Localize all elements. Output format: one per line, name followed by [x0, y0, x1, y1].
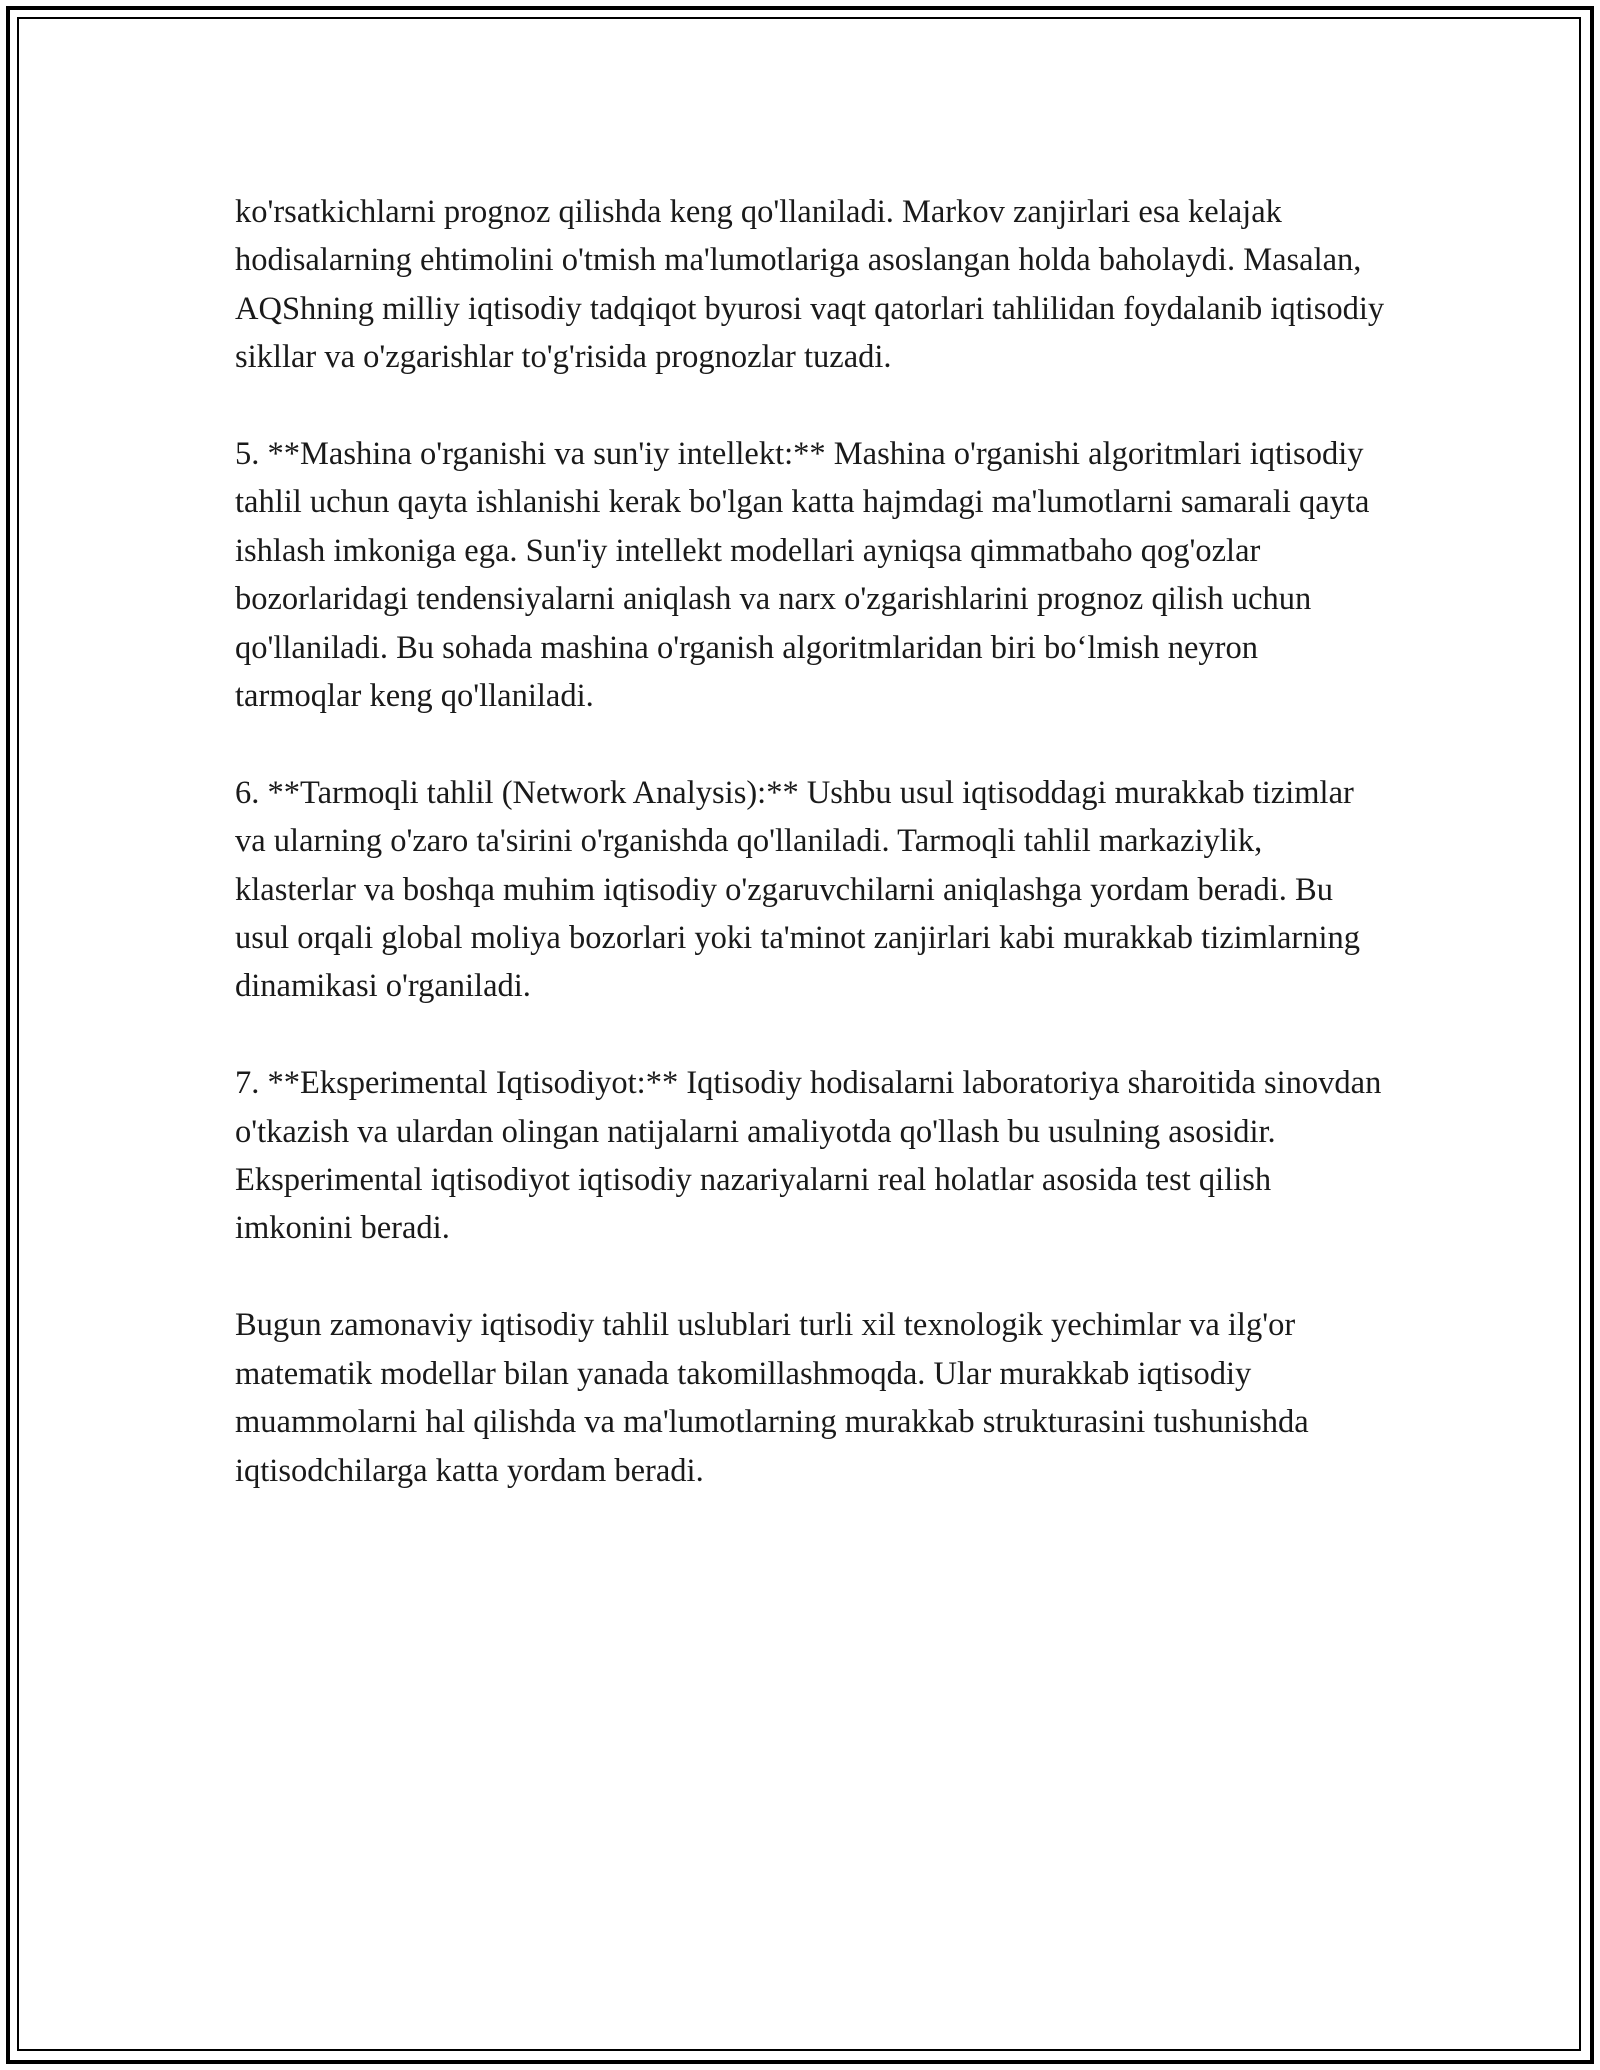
paragraph-network-analysis: 6. **Tarmoqli tahlil (Network Analysis):** Ushbu usul iqtisoddagi murakkab tizimlar va ularning o'zaro ta'sirini o'rganishda qo'llaniladi. Tarmoqli tahlil markaziylik, klasterlar va boshqa muhim iqtisodiy o'zgaruvchilarni aniqlashga yordam beradi. Bu usul orqali global moliya bozorlari yoki ta'minot zanjirlari kabi murakkab tizimlarning dinamikasi o'rganiladi. [235, 774, 1361, 1005]
paragraph-conclusion: Bugun zamonaviy iqtisodiy tahlil uslublari turli xil texnologik yechimlar va ilg'or matematik modellar bilan yanada takomillashmoqda. Ular murakkab iqtisodiy muammolarni hal qilishda va ma'lumotlarning murakkab strukturasini tushunishda iqtisodchilarga katta yordam beradi. [235, 1307, 1309, 1489]
paragraph-machine-learning: 5. **Mashina o'rganishi va sun'iy intellekt:** Mashina o'rganishi algoritmlari iqtisodiy tahlil uchun qayta ishlanishi kerak bo'lgan katta hajmdagi ma'lumotlarni samarali qayta ishlash imkoniga ega. Sun'iy intellekt modellari ayniqsa qimmatbaho qog'ozlar bozorlaridagi tendensiyalarni aniqlash va narx o'zgarishlarini prognoz qilish uchun qo'llaniladi. Bu sohada mashina o'rganish algoritmlaridan biri bo‘lmish neyron tarmoqlar keng qo'llaniladi. [235, 436, 1370, 715]
paragraph-markov-continuation: ko'rsatkichlarni prognoz qilishda keng qo'llaniladi. Markov zanjirlari esa kelajak hodisalarning ehtimolini o'tmish ma'lumotlariga asoslangan holda baholaydi. Masalan, AQShning milliy iqtisodiy tadqiqot byurosi vaqt qatorlari tahlilidan foydalanib iqtisodiy sikllar va o'zgarishlar to'g'risida prognozlar tuzadi. [235, 194, 1385, 376]
paragraph-experimental-economics: 7. **Eksperimental Iqtisodiyot:** Iqtisodiy hodisalarni laboratoriya sharoitida sinovdan o'tkazish va ulardan olingan natijalarni amaliyotda qo'llash bu usulning asosidir. Eksperimental iqtisodiyot iqtisodiy nazariyalarni real holatlar asosida test qilish imkonini beradi. [235, 1065, 1382, 1247]
document-body [235, 188, 1385, 1495]
